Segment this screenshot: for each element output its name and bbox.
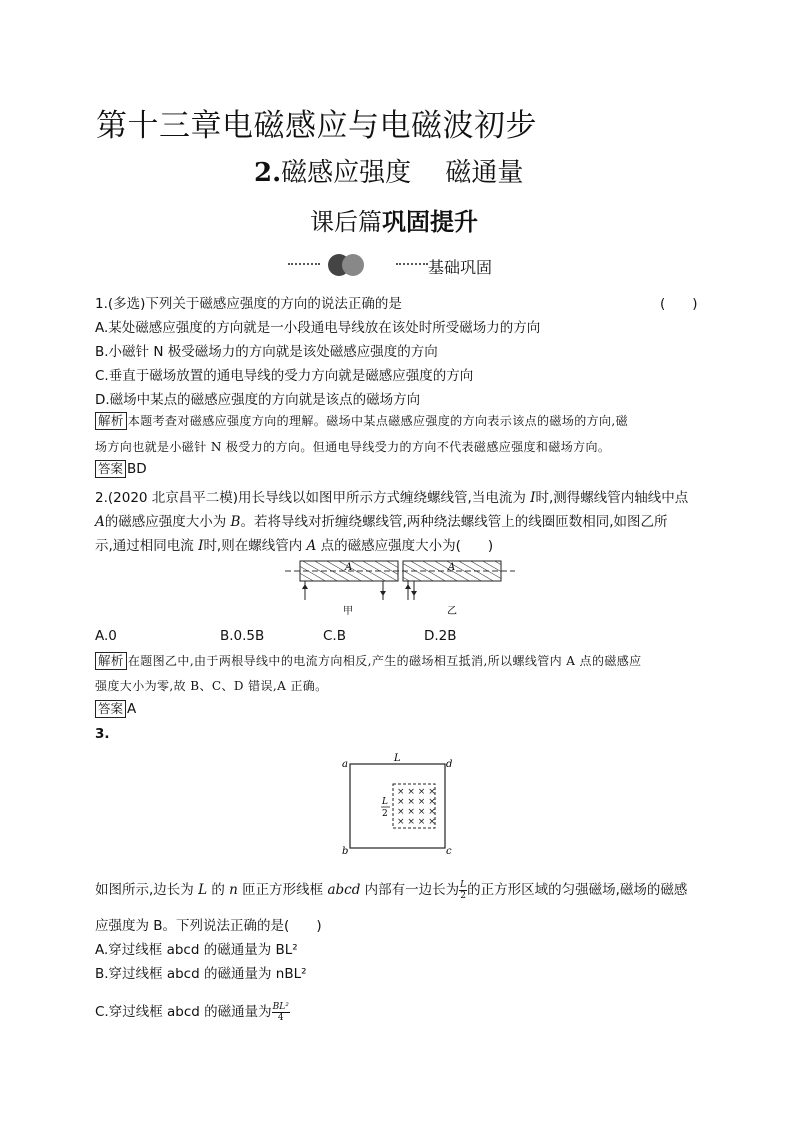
q2-explain-text1: 在题图乙中,由于两根导线中的电流方向相反,产生的磁场相互抵消,所以螺线管内 A 点的磁感应 — [127, 654, 642, 668]
q1-explain-text1: 本题考查对磁感应强度方向的理解。磁场中某点磁感应强度的方向表示该点的磁场的方向,磁 — [127, 414, 629, 428]
q3-option-a: A.穿过线框 abcd 的磁通量为 BL² — [95, 942, 298, 958]
q2-stem-line2 — [95, 510, 668, 530]
q1-answer-value: BD — [127, 461, 147, 477]
svg-text:× × × ×: × × × × — [397, 807, 436, 817]
q3-var-n: n — [229, 882, 238, 898]
q2-line1-pre: 2.(2020 北京昌平二模)用长导线以如图甲所示方式缠绕螺线管,当电流为 — [95, 490, 531, 506]
q2-explanation-line2: 强度大小为零,故 B、C、D 错误,A 正确。 — [95, 679, 328, 693]
section-title-text: 磁感应强度 磁通量 — [281, 158, 524, 188]
point-a-right: A — [448, 562, 456, 573]
q2-option-a: A.0 — [95, 628, 117, 644]
q3-frac-num: L — [460, 879, 467, 890]
label-l-top: L — [394, 753, 401, 764]
q2-var-a-2: A — [306, 538, 317, 554]
level-label: 基础巩固 — [428, 258, 493, 277]
circle-icon-light — [342, 254, 364, 276]
point-a-left: A — [345, 562, 353, 573]
q2-answer-value: A — [127, 701, 137, 717]
q2-answer-tag: 答案 — [95, 700, 126, 718]
dotted-line-right — [396, 263, 428, 265]
q3-option-c-fraction — [272, 1002, 290, 1023]
arrow-down-icon — [411, 591, 417, 596]
corner-a: a — [342, 759, 348, 770]
q1-stem: 1.(多选)下列关于磁感应强度的方向的说法正确的是 — [95, 296, 402, 312]
q3-stem-line1 — [95, 878, 687, 901]
corner-c: c — [446, 846, 452, 857]
q2-var-i: I — [530, 490, 536, 506]
q2-option-c: C.B — [323, 628, 346, 644]
q3-option-b: B.穿过线框 abcd 的磁通量为 nBL² — [95, 966, 307, 982]
q3-option-c-den: 4 — [277, 1012, 284, 1023]
q2-line2-post: 。若将导线对折缠绕螺线管,两种绕法螺线管上的线圈匝数相同,如图乙所 — [240, 514, 668, 530]
svg-text:× × × ×: × × × × — [397, 797, 436, 807]
q3-option-c-pre: C.穿过线框 abcd 的磁通量为 — [95, 1004, 272, 1020]
chapter-title: 第十三章电磁感应与电磁波初步 — [96, 108, 537, 144]
q3-stem-post3: 的正方形区域的匀强磁场,磁场的磁感 — [467, 882, 688, 898]
q3-fraction-l-over-2 — [459, 880, 467, 901]
q1-answer — [95, 460, 147, 478]
q2-var-b: B — [230, 514, 241, 530]
q1-option-d: D.磁场中某点的磁感应强度的方向就是该点的磁场方向 — [95, 392, 421, 408]
q2-answer — [95, 700, 136, 718]
corner-d: d — [446, 759, 453, 770]
section-number: 2. — [254, 158, 282, 188]
arrow-up-icon — [405, 584, 411, 589]
q2-line1-post: 时,测得螺线管内轴线中点 — [535, 490, 689, 506]
solenoid-figure — [285, 558, 515, 620]
q3-var-abcd: abcd — [327, 882, 361, 898]
q3-number: 3. — [95, 726, 110, 742]
q3-stem-post2: 内部有一边长为 — [360, 882, 460, 898]
level-divider — [288, 254, 538, 276]
corner-b: b — [342, 846, 349, 857]
q2-var-a: A — [95, 514, 105, 530]
q3-frac-den: 2 — [460, 890, 467, 901]
subsection-bold: 巩固提升 — [382, 208, 478, 236]
svg-text:× × × ×: × × × × — [397, 817, 436, 827]
label-jia: 甲 — [343, 606, 353, 617]
q3-var-l: L — [198, 882, 208, 898]
q3-option-c — [95, 1000, 290, 1023]
q2-line3-pre: 示,通过相同电流 — [95, 538, 199, 554]
q3-stem-mid: 的 — [207, 882, 230, 898]
label-l-half-num: L — [382, 797, 388, 807]
q3-stem-line2: 应强度为 B。下列说法正确的是( ) — [95, 918, 322, 934]
q2-var-i-2: I — [198, 538, 204, 554]
q1-option-a: A.某处磁感应强度的方向就是一小段通电导线放在该处时所受磁场力的方向 — [95, 320, 541, 336]
subsection-prefix: 课后篇 — [310, 208, 382, 236]
q1-explanation-line2: 场方向也就是小磁针 N 极受力的方向。但通电导线受力的方向不代表磁感应强度和磁场方向。 — [95, 440, 611, 454]
q2-option-b: B.0.5B — [220, 628, 265, 644]
q1-answer-tag: 答案 — [95, 460, 126, 478]
q2-option-d: D.2B — [424, 628, 457, 644]
q3-stem-post1: 匝正方形线框 — [237, 882, 328, 898]
q2-explanation-line1 — [95, 652, 642, 670]
q1-answer-paren: ( ) — [660, 296, 698, 312]
q1-explain-tag: 解析 — [95, 412, 127, 430]
q3-option-c-num: BL² — [272, 1001, 289, 1012]
arrow-up-icon — [302, 584, 308, 589]
svg-text:× × × ×: × × × × — [397, 787, 436, 797]
q1-option-c: C.垂直于磁场放置的通电导线的受力方向就是磁感应强度的方向 — [95, 368, 474, 384]
q1-explanation-line1 — [95, 412, 628, 430]
subsection-title — [310, 202, 478, 237]
q1-option-b: B.小磁针 N 极受磁场力的方向就是该处磁感应强度的方向 — [95, 344, 438, 360]
dotted-line-left — [288, 263, 320, 265]
q2-stem-line3 — [95, 534, 493, 554]
field-crosses — [397, 787, 436, 827]
square-frame-figure — [338, 750, 458, 858]
q2-stem-line1 — [95, 486, 688, 506]
label-l-half-den: 2 — [382, 809, 388, 819]
q3-stem-pre: 如图所示,边长为 — [95, 882, 199, 898]
q2-line2-mid: 的磁感应强度大小为 — [104, 514, 231, 530]
q2-line3-mid: 时,则在螺线管内 — [203, 538, 307, 554]
section-title — [254, 152, 523, 189]
q2-explain-tag: 解析 — [95, 652, 127, 670]
label-yi: 乙 — [447, 606, 457, 617]
q2-line3-post: 点的磁感应强度大小为( ) — [316, 538, 494, 554]
arrow-down-icon — [380, 591, 386, 596]
